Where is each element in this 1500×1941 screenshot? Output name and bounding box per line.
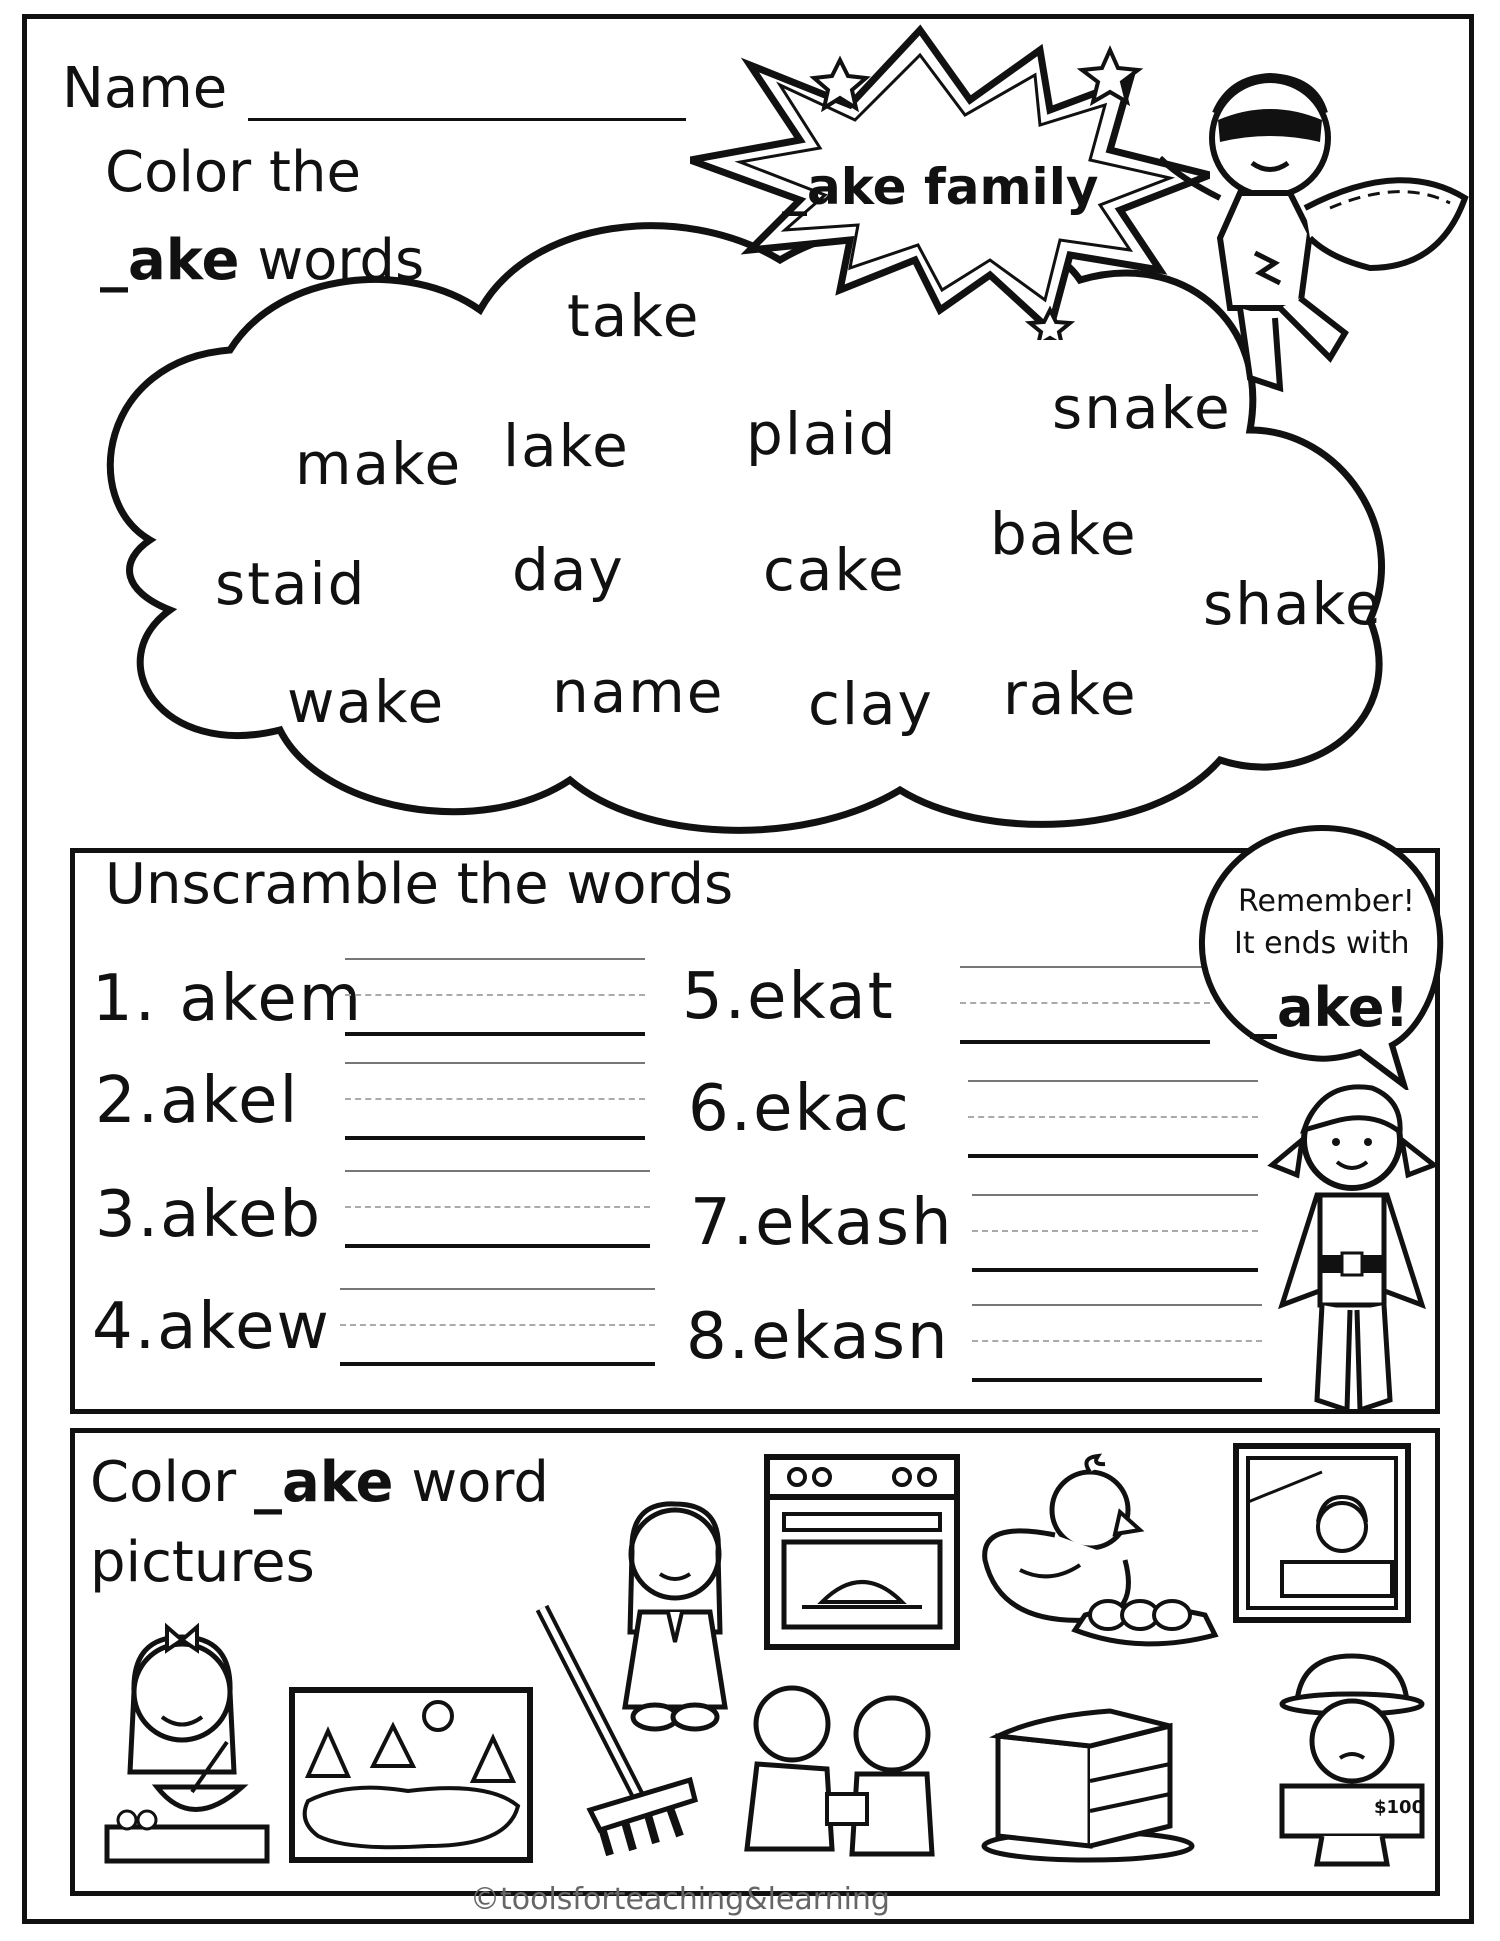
- superhero-girl-illustration: [1262, 1070, 1442, 1415]
- bubble-line3: _ake!: [1250, 976, 1410, 1039]
- scrambled-word-1: 1. akem: [92, 962, 364, 1036]
- cloud-word-lake[interactable]: lake: [503, 412, 630, 480]
- cloud-word-shake[interactable]: shake: [1203, 570, 1383, 638]
- copyright-credit: ©toolsforteaching&learning: [470, 1882, 890, 1917]
- scrambled-word-2: 2.akel: [95, 1064, 300, 1138]
- lake-picture[interactable]: [288, 1686, 534, 1864]
- cloud-word-take[interactable]: take: [567, 282, 701, 350]
- window-awake-picture[interactable]: [1232, 1442, 1412, 1624]
- rake-picture[interactable]: [530, 1600, 700, 1862]
- cloud-word-bake[interactable]: bake: [990, 500, 1138, 568]
- instruction-line1: Color the: [105, 140, 361, 205]
- girl-mixing-picture[interactable]: [102, 1622, 272, 1864]
- instruction-words: words: [239, 228, 425, 293]
- badge-title: _ake family: [782, 158, 1099, 216]
- cloud-word-clay[interactable]: clay: [808, 670, 934, 738]
- pictures-title-line1: [90, 1450, 549, 1515]
- scrambled-word-7: 7.ekash: [690, 1186, 954, 1260]
- cloud-word-make[interactable]: make: [295, 430, 463, 498]
- scrambled-word-5: 5.ekat: [682, 960, 895, 1034]
- bubble-line2: It ends with: [1234, 926, 1410, 961]
- cloud-word-rake[interactable]: rake: [1003, 660, 1138, 728]
- cloud-word-staid[interactable]: staid: [215, 550, 367, 618]
- flying-superhero-illustration: [1160, 58, 1480, 418]
- hen-eggs-picture[interactable]: [980, 1450, 1220, 1660]
- cloud-word-cake[interactable]: cake: [763, 536, 906, 604]
- pictures-title-line2: pictures: [90, 1530, 315, 1595]
- pictures-title-end: word: [393, 1450, 549, 1515]
- cloud-word-snake[interactable]: snake: [1052, 374, 1232, 442]
- oven-bake-picture[interactable]: [762, 1452, 962, 1654]
- name-label: Name: [62, 56, 228, 121]
- boy-check-picture[interactable]: [1272, 1646, 1432, 1868]
- bubble-line1: Remember!: [1238, 884, 1415, 919]
- scrambled-word-4: 4.akew: [92, 1290, 331, 1364]
- cloud-word-name[interactable]: name: [552, 658, 725, 726]
- cloud-word-wake[interactable]: wake: [287, 668, 446, 736]
- pictures-title-bold: _ake: [254, 1450, 394, 1515]
- scrambled-word-6: 6.ekac: [688, 1072, 911, 1146]
- cake-picture[interactable]: [980, 1706, 1196, 1864]
- check-amount: $100: [1374, 1797, 1425, 1818]
- cloud-word-plaid[interactable]: plaid: [746, 400, 898, 468]
- cloud-word-day[interactable]: day: [512, 536, 625, 604]
- scrambled-word-3: 3.akeb: [95, 1178, 323, 1252]
- name-line[interactable]: [248, 118, 686, 121]
- kids-playing-picture[interactable]: [732, 1674, 952, 1864]
- scrambled-word-8: 8.ekasn: [686, 1300, 950, 1374]
- unscramble-title: Unscramble the words: [105, 852, 734, 917]
- pictures-title-start: Color: [90, 1450, 255, 1515]
- instruction-bold-ake: _ake: [100, 228, 240, 293]
